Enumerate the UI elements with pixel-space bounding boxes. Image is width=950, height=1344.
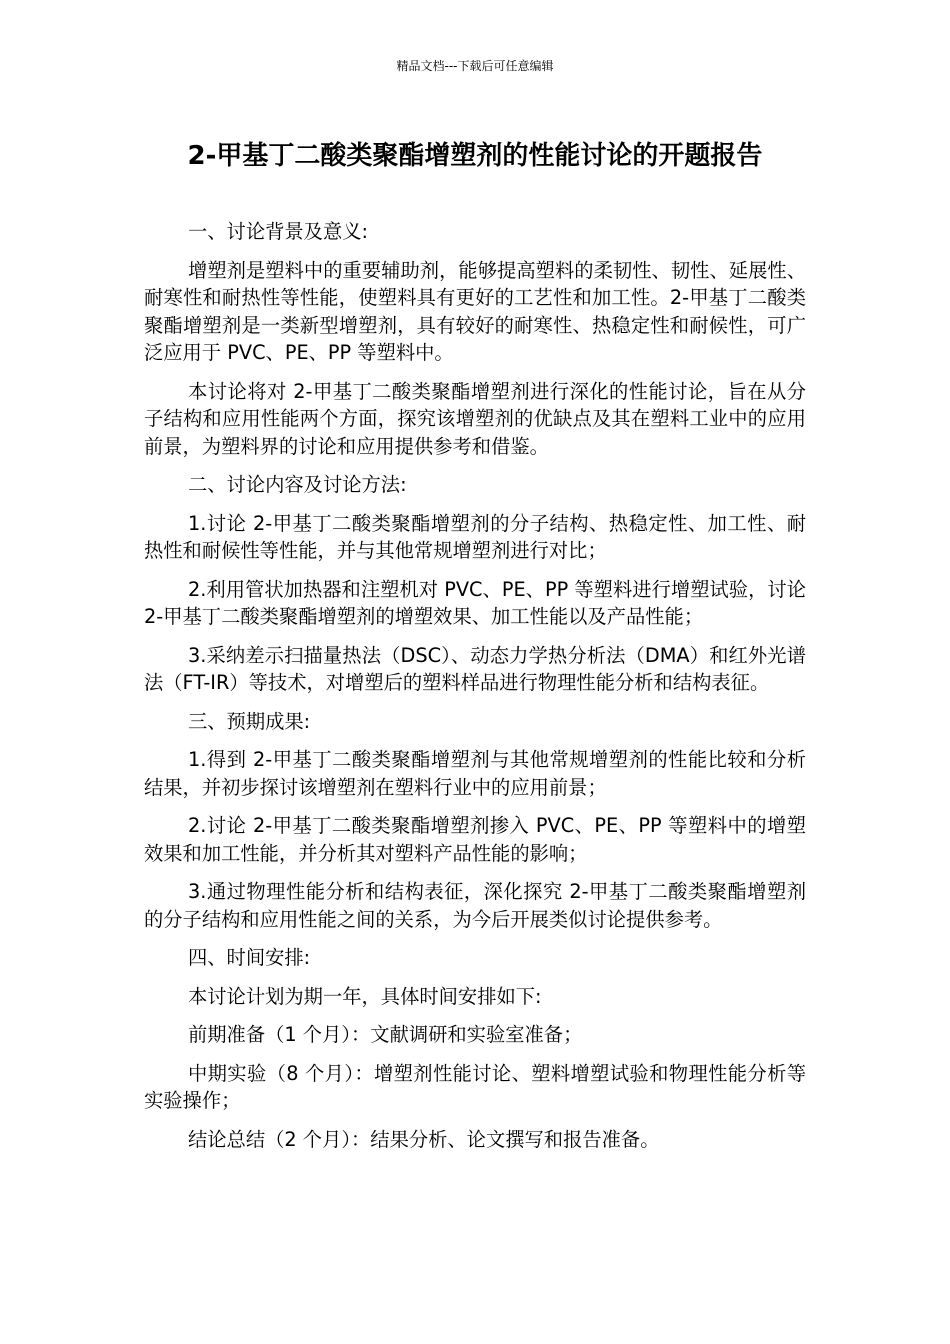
paragraph-background-2: 本讨论将对 2-甲基丁二酸类聚酯增塑剂进行深化的性能讨论，旨在从分子结构和应用性能两个方面，探究该增塑剂的优缺点及其在塑料工业中的应用前景，为塑料界的讨论和应用提供参考和借鉴。 — [144, 379, 806, 458]
section-heading-content-methods: 二、讨论内容及讨论方法: — [188, 473, 407, 496]
list-item-result-1: 1.得到 2-甲基丁二酸类聚酯增塑剂与其他常规增塑剂的性能比较和分析结果，并初步探讨该增塑剂在塑料行业中的应用前景； — [144, 748, 806, 799]
paragraph-schedule-intro: 本讨论计划为期一年，具体时间安排如下: — [188, 984, 542, 1008]
list-item-method-1: 1.讨论 2-甲基丁二酸类聚酯增塑剂的分子结构、热稳定性、加工性、耐热性和耐候性等性能，并与其他常规增塑剂进行对比； — [144, 511, 806, 562]
section-heading-expected-results: 三、预期成果: — [188, 709, 311, 733]
section-heading-background: 一、讨论背景及意义: — [188, 220, 369, 243]
list-item-result-3: 3.通过物理性能分析和结构表征，深化探究 2-甲基丁二酸类聚酯增塑剂的分子结构和应用性能之间的关系，为今后开展类似讨论提供参考。 — [144, 880, 806, 931]
section-heading-schedule: 四、时间安排: — [188, 946, 311, 969]
schedule-item-experiment: 中期实验（8 个月）：增塑剂性能讨论、塑料增塑试验和物理性能分析等实验操作； — [144, 1061, 806, 1112]
list-item-result-2: 2.讨论 2-甲基丁二酸类聚酯增塑剂掺入 PVC、PE、PP 等塑料中的增塑效果和加工性能，并分析其对塑料产品性能的影响； — [144, 814, 806, 865]
schedule-item-conclusion: 结论总结（2 个月）：结果分析、论文撰写和报告准备。 — [188, 1127, 660, 1151]
header-note: 精品文档---下载后可任意编辑 — [396, 59, 554, 73]
schedule-item-preparation: 前期准备（1 个月）：文献调研和实验室准备； — [188, 1023, 583, 1046]
paragraph-background-1: 增塑剂是塑料中的重要辅助剂，能够提高塑料的柔韧性、韧性、延展性、耐寒性和耐热性等性能，使塑料具有更好的工艺性和加工性。2-甲基丁二酸类聚酯增塑剂是一类新型增塑剂，具有较好的耐寒性、热稳定性和耐候性，可广泛应用于 PVC、PE、PP 等塑料中。 — [144, 258, 806, 364]
list-item-method-3: 3.采纳差示扫描量热法（DSC）、动态力学热分析法（DMA）和红外光谱法（FT-IR）等技术，对增塑后的塑料样品进行物理性能分析和结构表征。 — [144, 643, 806, 694]
document-title: 2-甲基丁二酸类聚酯增塑剂的性能讨论的开题报告 — [187, 141, 763, 171]
document-body — [144, 218, 806, 1164]
list-item-method-2: 2.利用管状加热器和注塑机对 PVC、PE、PP 等塑料进行增塑试验，讨论 2-甲基丁二酸类聚酯增塑剂的增塑效果、加工性能以及产品性能； — [144, 577, 806, 628]
